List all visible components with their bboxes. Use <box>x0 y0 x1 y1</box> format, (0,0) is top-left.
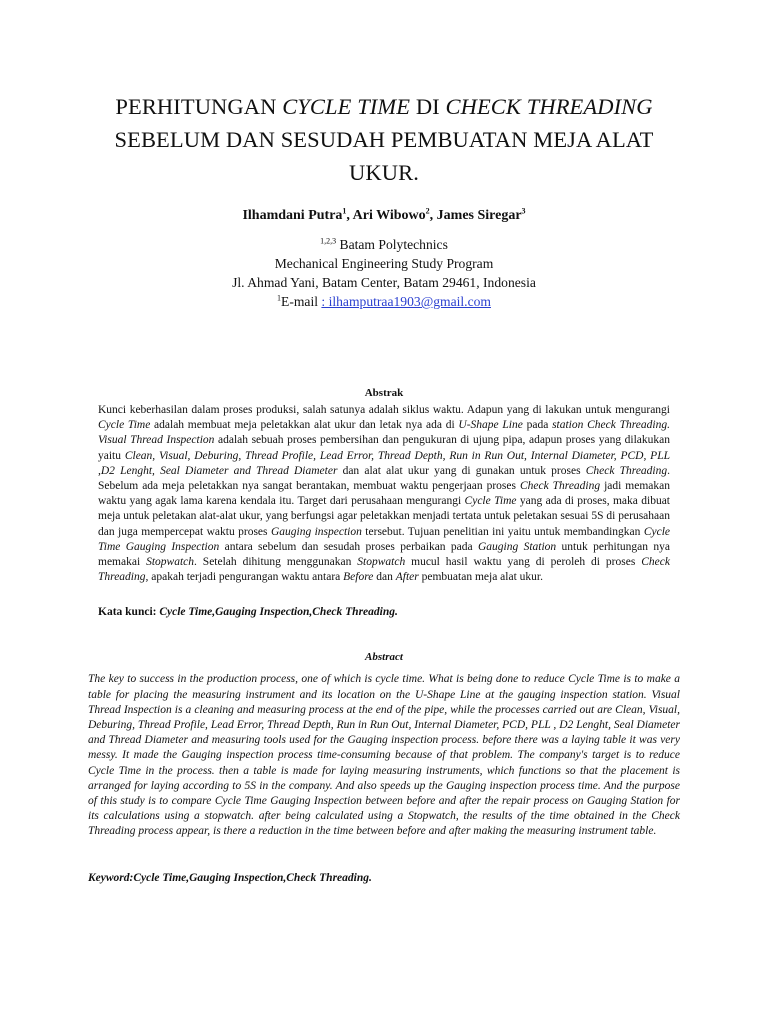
abstrak-segment: Before <box>343 571 374 584</box>
abstrak-segment: mucul hasil waktu yang di peroleh di proses <box>405 556 642 569</box>
abstrak-segment: Gauging Station <box>477 540 557 553</box>
abstrak-segment: adalah sebuah proses pembersihan dan pengukuran di ujung pipa, adapun proses yang dilakukan yaitu <box>98 434 670 462</box>
title-text-5: SEBELUM DAN SESUDAH PEMBUATAN MEJA ALAT UKUR. <box>114 127 654 185</box>
abstrak-segment: Gauging inspection <box>270 525 362 538</box>
abstrak-body <box>98 403 670 585</box>
author-list <box>88 208 680 224</box>
abstrak-segment: jadi memakan waktu yang agak lama karena kendala itu. Target dari perusahaan mengurangi <box>98 480 670 508</box>
abstrak-segment: . Sebelum ada meja peletakkan nya sangat berantakan, membuat waktu pengerjaan proses <box>98 464 670 493</box>
abstrak-segment: Kunci keberhasilan dalam proses produksi, salah satunya adalah siklus waktu. Adapun yang di lakukan untuk mengurangi <box>98 404 670 416</box>
author-sup-1: 1 <box>342 206 347 216</box>
title-text-2: CYCLE TIME <box>282 94 411 119</box>
abstrak-segment: apakah terjadi pengurangan waktu antara <box>148 571 344 584</box>
email-link[interactable]: : ilhamputraa1903@gmail.com <box>321 294 491 309</box>
abstrak-segment: adalah membuat meja peletakkan alat ukur dan letak nya ada di <box>150 419 459 432</box>
abstrak-segment: yang ada di proses, maka dibuat meja untuk peletakan alat-alat ukur, yang berfungsi agar peletakkan menjadi tertata untuk peletakan sesuai 5S di perusahaan dan juga mempercepat waktu proses <box>98 495 670 538</box>
author-sup-3: 3 <box>521 206 526 216</box>
abstrak-segment: Cycle Time <box>98 419 151 432</box>
abstrak-segment: Cycle Time Gauging Inspection <box>98 525 670 553</box>
abstrak-segment: dan alat alat ukur yang di gunakan untuk proses <box>337 464 586 477</box>
abstrak-segment: Stopwatch <box>146 556 194 569</box>
abstract-heading: Abstract <box>365 651 403 664</box>
author-separator: , <box>429 208 437 223</box>
abstrak-segment: Clean, Visual, Deburing, Thread Profile, Lead Error, Thread Depth, Run in Run Out, Internal Diameter, PCD, PLL ,D2 Lenght, Seal Diameter and Thread Diameter <box>98 449 670 477</box>
title-text-3: DI <box>410 94 446 119</box>
email-line <box>88 292 680 311</box>
abstrak-segment: Check Threading <box>519 480 601 493</box>
abstrak-segment: Stopwatch <box>357 556 406 569</box>
paper-title <box>88 0 680 189</box>
author-separator: , <box>346 208 353 223</box>
author-name-2: Ari Wibowo <box>352 208 426 223</box>
abstract-body: The key to success in the production process, one of which is cycle time. What is being done to reduce Cycle Time is to make a table for placing the measuring instrument and its location on the U-Shape Line at the gauging inspection station. Visual Thread Inspection is a cleaning and measuring process at the end of the pipe, while the processes carried out are Clean, Visual, Deburing, Thread Profile, Lead Error, Thread Depth, Run in Run Out, Internal Diameter, PCD, PLL , D2 Lenght, Seal Diameter and Thread Diameter and measuring tools used for the Gauging inspection process. before there was a laying table it was very messy. It made the Gauging inspection process time-consuming because of that problem. The company's target is to reduce Cycle Time in the process. then a table is made for laying measuring instruments, which functions so that the placement is arranged for laying according to 5S in the company. And also speeds up the Gauging inspection process time. And the purpose of this study is to compare Cycle Time Gauging Inspection between before and after the repair process on Gauging Station for its calculations using a stopwatch. after being calculated using a Stopwatch, the results of the time obtained in the Check Threading process appear, is there a reduction in the time between before and after making the measuring instrument table. <box>88 673 680 838</box>
abstrak-segment: Check Threading <box>585 464 668 477</box>
keyword-line: Keyword:Cycle Time,Gauging Inspection,Check Threading. <box>88 871 372 884</box>
author-sup-2: 2 <box>425 206 430 216</box>
affiliation-institution <box>88 235 680 254</box>
abstrak-segment: pembuatan meja alat ukur. <box>418 571 543 584</box>
abstrak-segment: . Setelah dihitung menggunakan <box>194 556 358 569</box>
abstrak-segment: After <box>395 571 419 584</box>
abstrak-segment: pada <box>522 419 553 432</box>
title-text-1: PERHITUNGAN <box>115 94 283 119</box>
abstrak-segment: dan <box>373 571 396 584</box>
address: Jl. Ahmad Yani, Batam Center, Batam 29461, Indonesia <box>232 275 536 290</box>
abstrak-segment: antara sebelum dan sesudah proses perbaikan pada <box>219 540 478 553</box>
affiliation-block <box>88 235 680 311</box>
email-sup: 1 <box>277 293 282 303</box>
abstrak-segment: tersebut. Tujuan penelitian ini yaitu untuk membandingkan <box>361 525 644 538</box>
affiliation-sup: 1,2,3 <box>320 236 337 246</box>
kata-kunci <box>98 606 670 618</box>
abstrak-segment: station Check Threading. Visual Thread Inspection <box>98 419 670 447</box>
abstrak-heading: Abstrak <box>364 387 404 399</box>
institution-name: Batam Polytechnics <box>336 237 448 252</box>
study-program: Mechanical Engineering Study Program <box>274 256 494 271</box>
abstrak-segment: Check Threading, <box>98 556 670 584</box>
title-text-4: CHECK THREADING <box>445 94 653 119</box>
abstrak-segment: untuk perhitungan nya memakai <box>98 540 670 569</box>
abstrak-segment: Cycle Time <box>464 495 517 508</box>
abstrak-segment: U-Shape Line <box>458 419 523 432</box>
email-label: E-mail <box>281 294 322 309</box>
kata-kunci-value: Cycle Time,Gauging Inspection,Check Threading. <box>159 606 398 619</box>
author-name-3: James Siregar <box>436 208 522 223</box>
kata-kunci-label: Kata kunci: <box>98 606 160 619</box>
author-name-1: Ilhamdani Putra <box>242 208 343 223</box>
